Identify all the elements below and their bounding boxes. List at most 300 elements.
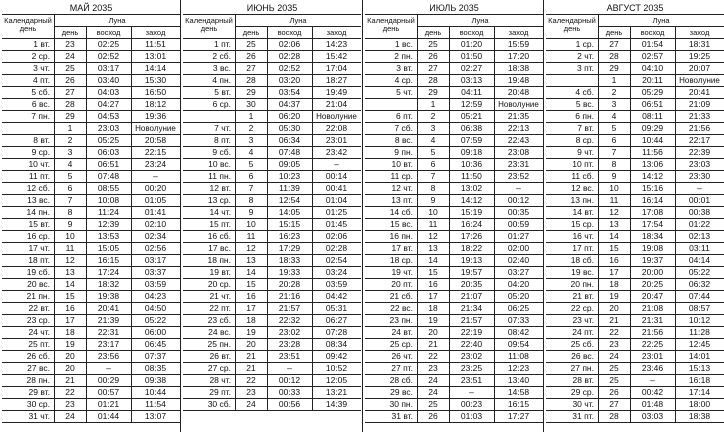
lunar-day: 17 — [246, 303, 256, 313]
moonset-time: 23:31 — [507, 159, 530, 169]
lunar-day: 18 — [428, 303, 438, 313]
calendar-date: 3 вс. — [212, 63, 231, 73]
day-row — [2, 39, 180, 51]
day-row — [365, 351, 543, 363]
header-divider — [54, 26, 180, 27]
day-row — [546, 183, 724, 195]
moonset-time: 01:41 — [144, 207, 167, 217]
moonset-time: 02:06 — [325, 231, 348, 241]
moonset-time: Новолуние — [498, 100, 539, 109]
calendar-date: 14 чт. — [209, 207, 231, 217]
lunar-day: 24 — [609, 351, 619, 361]
day-row — [2, 375, 180, 387]
lunar-day: 18 — [246, 315, 256, 325]
moonset-time: 05:22 — [688, 267, 711, 277]
moonset-time: 12:23 — [507, 363, 530, 373]
lunar-day: 12 — [246, 243, 256, 253]
calendar-date: 17 вт. — [391, 243, 413, 253]
day-row — [183, 351, 361, 363]
calendar-date: 30 сб. — [207, 399, 231, 409]
calendar-date: 6 пт. — [395, 111, 413, 121]
moonset-time: 21:09 — [688, 99, 711, 109]
moonset-time: 13:07 — [144, 411, 167, 421]
day-row — [365, 411, 543, 423]
day-row — [365, 171, 543, 183]
column-divider — [131, 26, 132, 423]
calendar-date: 26 вс. — [571, 351, 594, 361]
moonset-time: 14:23 — [325, 39, 348, 49]
calendar-date: 18 пт. — [28, 255, 50, 265]
calendar-date: 11 сб. — [571, 171, 594, 181]
moonset-time: 08:34 — [325, 339, 348, 349]
day-row — [365, 231, 543, 243]
day-row — [546, 39, 724, 51]
moonrise-time: 01:50 — [460, 51, 483, 61]
calendar-date: 15 ср. — [570, 219, 594, 229]
lunar-day: 9 — [248, 207, 254, 217]
moonset-time: 14:01 — [688, 351, 711, 361]
moonrise-time: 05:25 — [97, 135, 120, 145]
moonrise-time: 01:21 — [97, 399, 120, 409]
moonset-time: Новолуние — [135, 124, 176, 133]
moonrise-header: восход — [640, 28, 665, 37]
moonrise-time: 02:28 — [278, 51, 301, 61]
moonset-time: 11:54 — [145, 399, 166, 409]
moonset-time: 16:50 — [144, 87, 167, 97]
lunar-day: 6 — [67, 183, 73, 193]
lunar-day: 21 — [246, 351, 256, 361]
calendar-date: 10 вс. — [208, 159, 231, 169]
calendar-date: 4 сб. — [575, 87, 594, 97]
lunar-day: 25 — [428, 399, 438, 409]
moonrise-time: 10:23 — [278, 171, 301, 181]
moonset-time: 15:13 — [688, 363, 711, 373]
calendar-date: 2 чт. — [577, 51, 594, 61]
lunar-day: 8 — [67, 207, 73, 217]
moonrise-time: 21:08 — [641, 303, 664, 313]
moonset-time: 02:34 — [144, 231, 167, 241]
lunar-day: 25 — [609, 363, 619, 373]
lunar-day: 14 — [609, 231, 619, 241]
month-title: МАЙ 2035 — [69, 3, 113, 13]
month-rows — [546, 39, 724, 423]
moonset-time: 08:35 — [144, 363, 167, 373]
lunar-day: 11 — [65, 243, 75, 253]
calendar-date: 17 вс. — [208, 243, 231, 253]
day-row — [365, 363, 543, 375]
day-row — [546, 147, 724, 159]
calendar-date: 30 ср. — [26, 399, 50, 409]
day-row — [2, 159, 180, 171]
header-divider — [598, 26, 724, 27]
day-row — [2, 243, 180, 255]
lunar-day: 2 — [430, 111, 436, 121]
moonset-time: 00:12 — [507, 195, 530, 205]
calendar-date: 25 сб. — [570, 339, 594, 349]
moonrise-time: 01:48 — [641, 399, 664, 409]
lunar-day: 27 — [428, 63, 438, 73]
moonset-time: 15:42 — [325, 51, 348, 61]
day-row — [546, 99, 724, 111]
calendar-date: 5 вт. — [214, 87, 231, 97]
day-row — [183, 231, 361, 243]
day-row — [546, 315, 724, 327]
calendar-date: 7 сб. — [394, 123, 413, 133]
moonrise-time: 12:59 — [460, 99, 483, 109]
moonrise-time: 07:59 — [460, 135, 483, 145]
moonset-time: 18:12 — [144, 99, 167, 109]
date-column-header: Календарный день — [367, 16, 415, 33]
lunar-day: 3 — [430, 123, 436, 133]
day-row — [183, 315, 361, 327]
lunar-day: 7 — [67, 195, 73, 205]
moonset-time: 22:17 — [688, 135, 711, 145]
moonset-time: 09:54 — [507, 339, 530, 349]
day-row — [2, 315, 180, 327]
day-row — [2, 147, 180, 159]
moonset-time: 22:39 — [688, 147, 711, 157]
moonset-time: 10:44 — [144, 387, 167, 397]
calendar-date: 26 сб. — [26, 351, 50, 361]
day-row — [183, 147, 361, 159]
day-row — [546, 387, 724, 399]
moonset-time: 02:54 — [325, 255, 348, 265]
day-row — [183, 255, 361, 267]
day-row — [183, 219, 361, 231]
calendar-date: 31 пт. — [572, 411, 594, 421]
lunar-day: 6 — [611, 135, 617, 145]
lunar-day: 1 — [430, 99, 436, 109]
moonrise-time: 02:25 — [97, 39, 120, 49]
lunar-day-header: день — [242, 28, 260, 37]
day-row — [2, 339, 180, 351]
calendar-date: 15 вс. — [390, 219, 413, 229]
month-separator — [180, 0, 181, 432]
lunar-day: 29 — [428, 87, 438, 97]
day-row — [546, 255, 724, 267]
lunar-day: 28 — [609, 51, 619, 61]
lunar-day: 2 — [67, 135, 73, 145]
calendar-date: 4 пт. — [32, 75, 50, 85]
lunar-day: 6 — [248, 171, 254, 181]
day-row — [365, 255, 543, 267]
calendar-date: 30 чт. — [572, 399, 594, 409]
calendar-date — [546, 75, 594, 86]
lunar-day: 26 — [246, 51, 256, 61]
lunar-day: 13 — [609, 219, 619, 229]
lunar-day: 18 — [65, 327, 75, 337]
day-row — [183, 387, 361, 399]
calendar-date: 6 вс. — [31, 99, 50, 109]
calendar-date: 15 вт. — [28, 219, 50, 229]
moonrise-header: восход — [96, 28, 121, 37]
moonrise-time: – — [106, 363, 111, 373]
moonrise-time: 11:39 — [279, 183, 300, 193]
lunar-day: 9 — [611, 171, 617, 181]
lunar-day-header: день — [61, 28, 79, 37]
moonrise-time: 19:38 — [97, 291, 120, 301]
day-row — [365, 147, 543, 159]
calendar-date: 18 ср. — [389, 255, 413, 265]
calendar-date: 19 вт. — [209, 267, 231, 277]
calendar-date: 8 вт. — [33, 135, 50, 145]
lunar-day: 13 — [428, 243, 438, 253]
moonrise-time: 01:54 — [641, 39, 664, 49]
lunar-day: 8 — [611, 159, 617, 169]
moonrise-time: 13:53 — [97, 231, 120, 241]
moonrise-time: 10:36 — [460, 159, 483, 169]
moonrise-time: 16:24 — [460, 219, 483, 229]
calendar-date: 27 пн. — [570, 363, 594, 373]
day-row — [546, 63, 724, 75]
calendar-date: 13 пн. — [570, 195, 594, 205]
moonset-header: заход — [145, 28, 166, 37]
lunar-day: 20 — [65, 351, 75, 361]
lunar-day: 22 — [65, 387, 75, 397]
moonset-time: 11:51 — [145, 39, 166, 49]
moonrise-time: 16:23 — [278, 231, 301, 241]
calendar-date: 1 вт. — [33, 39, 50, 49]
moonset-time: 21:35 — [507, 111, 530, 121]
moonrise-time: 08:11 — [642, 111, 663, 121]
lunar-day: 4 — [67, 159, 73, 169]
moonset-time: 04:14 — [688, 255, 711, 265]
calendar-date: 29 пт. — [209, 387, 231, 397]
lunar-day: 26 — [609, 387, 619, 397]
day-row — [2, 387, 180, 399]
day-row — [2, 291, 180, 303]
moonset-time: 14:39 — [325, 399, 348, 409]
calendar-date: 5 чт. — [396, 87, 413, 97]
lunar-day: 5 — [430, 147, 436, 157]
moonset-time: 01:25 — [325, 207, 348, 217]
calendar-date: 17 чт. — [28, 243, 50, 253]
lunar-day: 15 — [428, 267, 438, 277]
moonrise-time: 21:07 — [460, 291, 483, 301]
moonrise-time: 04:53 — [97, 111, 120, 121]
calendar-date: 13 пт. — [391, 195, 413, 205]
lunar-day: 5 — [248, 159, 254, 169]
lunar-day: 7 — [611, 147, 617, 157]
calendar-date: 5 сб. — [31, 87, 50, 97]
lunar-day: 27 — [246, 63, 256, 73]
day-row — [365, 375, 543, 387]
lunar-day: 25 — [246, 39, 256, 49]
day-row — [546, 219, 724, 231]
moonrise-time: 09:05 — [278, 159, 301, 169]
day-row — [546, 87, 724, 99]
calendar-date: 26 чт. — [391, 351, 413, 361]
moonset-time: 11:28 — [689, 327, 710, 337]
lunar-day: 26 — [428, 51, 438, 61]
day-row — [365, 387, 543, 399]
moonrise-time: 02:27 — [460, 63, 483, 73]
moonrise-time: 06:34 — [278, 135, 301, 145]
day-row — [365, 243, 543, 255]
moonset-header: заход — [508, 28, 529, 37]
calendar-date: 14 пн. — [26, 207, 50, 217]
moonset-time: 20:07 — [688, 63, 711, 73]
calendar-date: 12 сб. — [26, 183, 50, 193]
column-divider — [598, 15, 599, 423]
calendar-date: 9 ср. — [31, 147, 50, 157]
moonrise-time: 17:26 — [460, 231, 483, 241]
lunar-day: 2 — [611, 87, 617, 97]
moonrise-time: 14:05 — [278, 207, 301, 217]
column-divider — [417, 15, 418, 423]
moonrise-time: 20:47 — [641, 291, 664, 301]
moonrise-time: 09:29 — [641, 123, 664, 133]
lunar-day: 6 — [430, 159, 436, 169]
moonset-time: 18:00 — [688, 399, 711, 409]
lunar-day: 1 — [611, 75, 617, 85]
moonset-time: 06:45 — [144, 339, 167, 349]
moonrise-time: 19:13 — [460, 255, 483, 265]
moonset-time: 05:31 — [325, 303, 348, 313]
lunar-day: 21 — [246, 363, 256, 373]
lunar-day: 27 — [609, 399, 619, 409]
moonrise-time: 15:19 — [460, 207, 483, 217]
moonrise-time: 14:12 — [460, 195, 483, 205]
day-row — [183, 375, 361, 387]
calendar-date: 1 пт. — [213, 39, 231, 49]
moonset-time: 17:04 — [325, 63, 348, 73]
month-separator — [543, 0, 544, 432]
day-row — [365, 339, 543, 351]
moonset-time: 07:28 — [325, 327, 348, 337]
moonset-time: 15:30 — [144, 75, 167, 85]
moonset-time: Новолуние — [316, 112, 357, 121]
lunar-day: 12 — [65, 255, 75, 265]
column-divider — [630, 26, 631, 423]
lunar-day: 29 — [65, 111, 75, 121]
lunar-day: 25 — [609, 375, 619, 385]
day-row — [546, 291, 724, 303]
calendar-date: 18 сб. — [570, 255, 594, 265]
column-divider — [267, 26, 268, 411]
calendar-date: 27 вс. — [27, 363, 50, 373]
moonset-time: 04:50 — [144, 303, 167, 313]
moonset-time: 22:43 — [507, 135, 530, 145]
moonset-time: 21:56 — [688, 123, 711, 133]
calendar-date: 11 пн. — [208, 171, 231, 181]
moonset-time: 07:33 — [507, 315, 530, 325]
calendar-date: 3 чт. — [33, 63, 50, 73]
day-row — [183, 363, 361, 375]
day-row — [183, 159, 361, 171]
lunar-day: 14 — [428, 255, 438, 265]
moonset-time: 06:27 — [325, 315, 348, 325]
moonset-time: 13:21 — [325, 387, 348, 397]
moonrise-time: 03:13 — [460, 75, 483, 85]
lunar-day: 16 — [65, 303, 75, 313]
lunar-day: 4 — [611, 111, 617, 121]
moonrise-time: 01:20 — [460, 39, 483, 49]
moonrise-time: 20:25 — [641, 279, 664, 289]
moonrise-time: 12:39 — [97, 219, 120, 229]
moonrise-time: 10:08 — [97, 195, 120, 205]
lunar-day: 10 — [65, 231, 75, 241]
lunar-day: 7 — [248, 183, 254, 193]
day-row — [365, 39, 543, 51]
moonrise-time: 06:38 — [460, 123, 483, 133]
calendar-date: 9 сб. — [212, 147, 231, 157]
moonrise-time: 06:03 — [97, 147, 120, 157]
lunar-day: 24 — [65, 411, 75, 421]
calendar-date: 8 вс. — [394, 135, 413, 145]
moonrise-time: 15:05 — [97, 243, 120, 253]
day-row — [546, 375, 724, 387]
moonrise-time: 02:52 — [97, 51, 120, 61]
day-row — [2, 411, 180, 423]
moonset-time: 04:23 — [144, 291, 167, 301]
lunar-day: 18 — [609, 279, 619, 289]
moonrise-time: 21:57 — [460, 315, 483, 325]
calendar-date: 24 вс. — [208, 327, 231, 337]
day-row — [546, 279, 724, 291]
moonset-time: 18:31 — [688, 39, 711, 49]
moonrise-time: 04:27 — [97, 99, 120, 109]
column-divider — [312, 26, 313, 411]
lunar-day: 28 — [428, 75, 438, 85]
calendar-date: 19 чт. — [391, 267, 413, 277]
day-row — [2, 135, 180, 147]
calendar-date: 1 вс. — [394, 39, 413, 49]
day-row — [2, 303, 180, 315]
day-row — [2, 231, 180, 243]
day-row — [365, 195, 543, 207]
day-row — [2, 363, 180, 375]
moonrise-time: 06:51 — [641, 99, 664, 109]
moonset-time: 21:33 — [688, 111, 711, 121]
moonset-time: 22:15 — [144, 147, 167, 157]
lunar-day: 19 — [65, 339, 75, 349]
moonset-time: 04:20 — [507, 279, 530, 289]
moonrise-time: 23:02 — [460, 351, 483, 361]
day-row — [2, 279, 180, 291]
lunar-day: 20 — [609, 303, 619, 313]
moonrise-time: 22:40 — [460, 339, 483, 349]
moonrise-time: 14:12 — [641, 171, 664, 181]
calendar-date: 29 ср. — [570, 387, 594, 397]
lunar-day: 3 — [248, 135, 254, 145]
new-moon-row — [365, 99, 543, 111]
moonset-time: 11:08 — [508, 351, 529, 361]
lunar-day: 3 — [67, 147, 73, 157]
day-row — [183, 207, 361, 219]
lunar-day: 23 — [246, 387, 256, 397]
moonset-time: 19:48 — [507, 75, 530, 85]
moonrise-time: 01:03 — [460, 411, 483, 421]
lunar-day-header: день — [424, 28, 442, 37]
column-divider — [235, 15, 236, 411]
moonset-time: 19:36 — [144, 111, 167, 121]
moonset-time: 01:04 — [325, 195, 348, 205]
lunar-day: 22 — [246, 375, 256, 385]
moonrise-time: 21:31 — [641, 315, 664, 325]
moonrise-time: 23:28 — [278, 339, 301, 349]
month-rows — [365, 39, 543, 423]
day-row — [546, 327, 724, 339]
moonset-time: 16:18 — [688, 375, 711, 385]
lunar-day: 4 — [248, 147, 254, 157]
moonrise-time: 11:56 — [642, 147, 663, 157]
lunar-day: 23 — [65, 399, 75, 409]
moonrise-time: 23:03 — [97, 123, 120, 133]
lunar-day: 26 — [428, 411, 438, 421]
day-row — [2, 219, 180, 231]
calendar-date: 25 пт. — [28, 339, 50, 349]
